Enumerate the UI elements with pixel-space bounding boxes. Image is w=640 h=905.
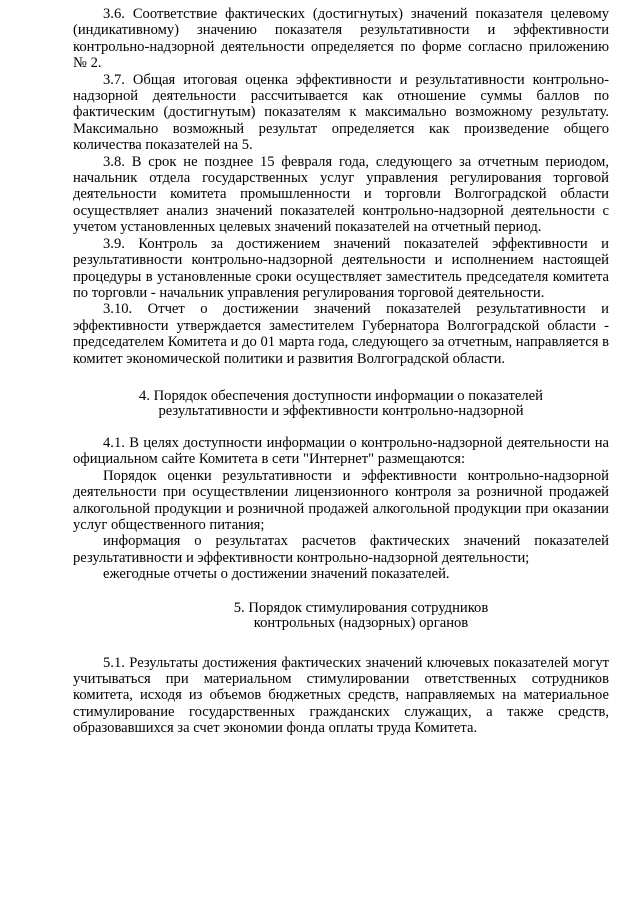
section-4-heading-line-2: результативности и эффективности контрольно-надзорной	[158, 402, 524, 419]
section-5-heading	[73, 601, 609, 631]
document-page	[73, 6, 609, 737]
paragraph-3-9: 3.9. Контроль за достижением значений показателей эффективности и результативности контрольно-надзорной деятельности и исполнением настоящей процедуры в установленные сроки осуществляет заместитель председателя комитета по торговли - начальник управления регулирования торговой деятельности.	[73, 235, 609, 301]
paragraph-5-1: 5.1. Результаты достижения фактических значений ключевых показателей могут учитываться при материальном стимулировании ответственных сотрудников комитета, исходя из объемов бюджетных средств, направляемых на материальное стимулирование государственных гражданских служащих, а также средств, образовавшихся за счет экономии фонда оплаты труда Комитета.	[73, 654, 609, 737]
paragraph-4-1-item-reports: ежегодные отчеты о достижении значений показателей.	[103, 566, 450, 583]
section-4-heading	[73, 389, 609, 419]
paragraph-4-1-item-results: информация о результатах расчетов фактических значений показателей результативности и эффективности контрольно-надзорной деятельности;	[73, 533, 609, 566]
paragraph-4-1: 4.1. В целях доступности информации о контрольно-надзорной деятельности на официальном сайте Комитета в сети "Интернет" размещаются:	[73, 434, 609, 468]
section-5-heading-line-2: контрольных (надзорных) органов	[253, 614, 469, 631]
paragraph-3-6: 3.6. Соответствие фактических (достигнутых) значений показателя целевому (индикативному) значению показателя результативности и эффективности контрольно-надзорной деятельности определяется по форме согласно приложению № 2.	[73, 6, 609, 72]
section-5-heading-line-1: 5. Порядок стимулирования сотрудников	[233, 599, 489, 616]
paragraph-3-10: 3.10. Отчет о достижении значений показателей результативности и эффективности утверждается заместителем Губернатора Волгоградской области - председателем Комитета и до 01 марта года, следующего за отчетным, направляется в комитет экономической политики и развития Волгоградской области.	[73, 301, 609, 367]
section-4-heading-line-1: 4. Порядок обеспечения доступности информации о показателей	[139, 387, 543, 404]
paragraph-4-1-item-procedure: Порядок оценки результативности и эффективности контрольно-надзорной деятельности при осуществлении лицензионного контроля за розничной продажей алкогольной продукции и розничной продажей алкогольной продукции при оказании услуг общественного питания;	[73, 467, 609, 533]
paragraph-3-8: 3.8. В срок не позднее 15 февраля года, следующего за отчетным периодом, начальник отдела государственных услуг управления регулирования торговой деятельности комитета промышленности и торговли Волгоградской области осуществляет анализ значений показателей контрольно-надзорной деятельности с учетом установленных целевых значений показателей на отчетный период.	[73, 153, 609, 236]
paragraph-3-7: 3.7. Общая итоговая оценка эффективности и результативности контрольно-надзорной деятельности рассчитывается как отношение суммы баллов по фактическим (достигнутым) показателям к максимально возможному результату. Максимально возможный результат определяется как произведение общего количества показателей на 5.	[73, 71, 609, 154]
